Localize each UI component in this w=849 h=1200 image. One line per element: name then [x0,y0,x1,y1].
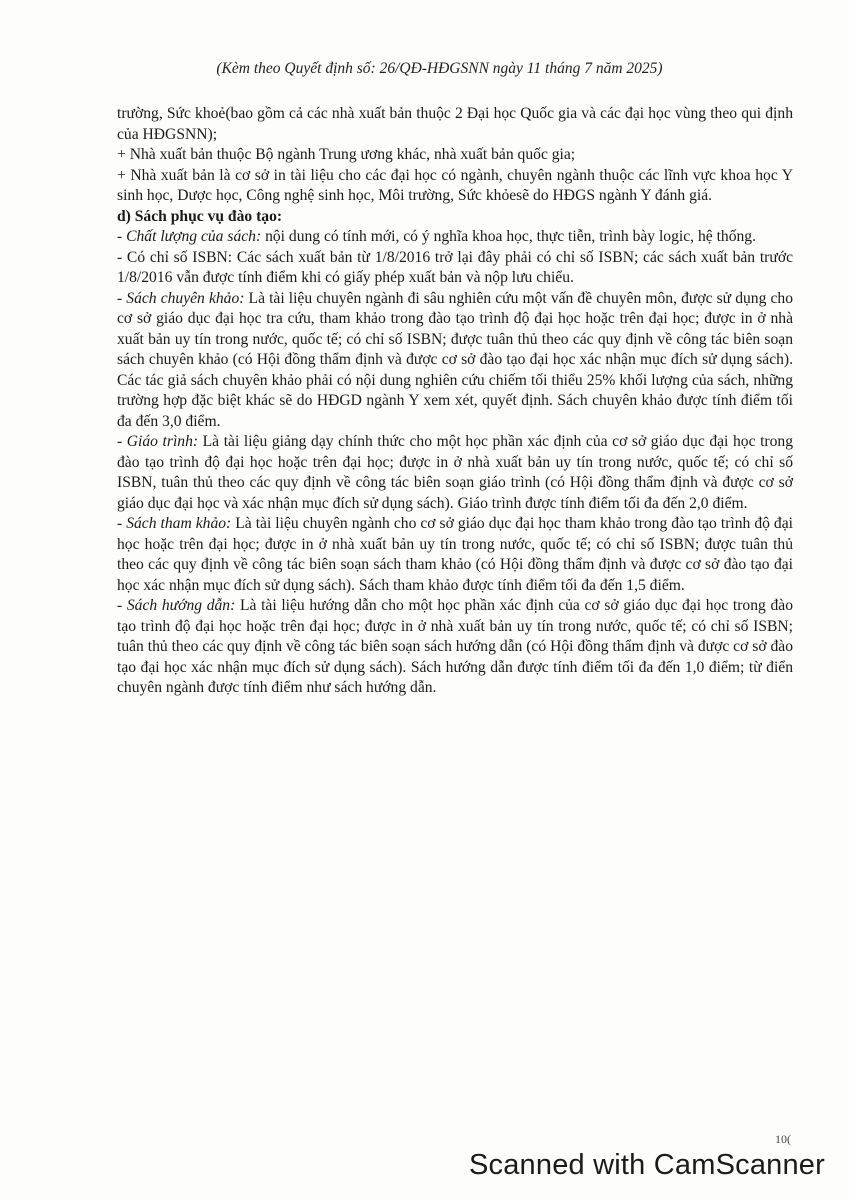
textbook-text: Là tài liệu giảng dạy chính thức cho một học phần xác định của cơ sở giáo dục đại học trong đào tạo trình độ đại học hoặc trên đại học; được in ở nhà xuất bản uy tín trong nước, quốc tế; có chỉ số ISBN, tuân thủ theo các quy định về công tác biên soạn giáo trình (có Hội đồng thẩm định và được cơ sở giáo dục đại học và xác nhận mục đích sử dụng sách). Giáo trình được tính điểm tối đa đến 2,0 điểm. [117,433,793,512]
guide-book-text: Là tài liệu hướng dẫn cho một học phần xác định của cơ sở giáo dục đại học trong đào tạo trình độ đại học hoặc trên đại học; được in ở nhà xuất bản uy tín trong nước, quốc tế; có chỉ số ISBN; tuân thủ theo các quy định về công tác biên soạn sách hướng dẫn (có Hội đồng thẩm định và được cơ sở đào tạo đại học xác nhận mục đích sử dụng sách). Sách hướng dẫn được tính điểm tối đa đến 1,0 điểm; từ điển chuyên ngành được tính điểm như sách hướng dẫn. [117,597,793,696]
book-quality-text: nội dung có tính mới, có ý nghĩa khoa học, thực tiễn, trình bày logic, hệ thống. [261,228,756,245]
reference-book-text: Là tài liệu chuyên ngành cho cơ sở giáo dục đại học tham khảo trong đào tạo trình độ đại học hoặc trên đại học; được in ở nhà xuất bản uy tín trong nước, quốc tế; có chỉ số ISBN; được tuân thủ theo các quy định về công tác biên soạn sách tham khảo (có Hội đồng thẩm định và được cơ sở đào tạo đại học xác nhận mục đích sử dụng sách). Sách tham khảo được tính điểm tối đa đến 1,5 điểm. [117,515,793,594]
reference-book-term: - Sách tham khảo: [117,515,232,532]
guide-book-term: - Sách hướng dẫn: [117,597,236,614]
textbook-term: - Giáo trình: [117,433,199,450]
section-heading-training-books: d) Sách phục vụ đào tạo: [117,207,283,225]
monograph-text: Là tài liệu chuyên ngành đi sâu nghiên cứu một vấn đề chuyên môn, được sử dụng cho cơ sở giáo dục đại học tra cứu, tham khảo trong đào tạo trình độ đại học hoặc trên đại học; được in ở nhà xuất bản uy tín trong nước, quốc tế; có chỉ số ISBN; được tuân thủ theo các quy định về công tác biên soạn sách chuyên khảo (có Hội đồng thẩm định và được cơ sở đào tạo đại học xác nhận mục đích sử dụng sách). Các tác giả sách chuyên khảo phải có nội dung nghiên cứu chiếm tối thiểu 25% khối lượng của sách, những trường hợp đặc biệt khác sẽ do HĐGD ngành Y xem xét, quyết định. Sách chuyên khảo được tính điểm tối đa đến 3,0 điểm. [117,289,793,430]
isbn-paragraph: - Có chỉ số ISBN: Các sách xuất bản từ 1/8/2016 trở lại đây phải có chỉ số ISBN; các sách xuất bản trước 1/8/2016 vẫn được tính điểm khi có giấy phép xuất bản và nộp lưu chiểu. [117,248,793,286]
book-quality-term: - Chất lượng của sách: [117,228,262,245]
publisher-item-ministry [117,145,793,166]
publisher-item-printing-base: + Nhà xuất bản là cơ sở in tài liệu cho các đại học có ngành, chuyên ngành thuộc các lĩnh vực khoa học Y sinh học, Dược học, Công nghệ sinh học, Môi trường, Sức khỏesẽ do HĐGS ngành Y đánh giá. [117,166,793,204]
publisher-list-continuation: trường, Sức khoẻ(bao gồm cả các nhà xuất bản thuộc 2 Đại học Quốc gia và các đại học vùng theo qui định của HĐGSNN); [117,105,793,143]
camscanner-watermark: Scanned with CamScanner [468,1149,825,1181]
publisher-item-ministry-text: + Nhà xuất bản thuộc Bộ ngành Trung ương khác, nhà xuất bản quốc gia; [117,146,576,163]
decision-reference-header: (Kèm theo Quyết định số: 26/QĐ-HĐGSNN ngày 11 tháng 7 năm 2025) [216,60,663,77]
page-number: 10( [775,1132,791,1146]
monograph-paragraph [117,289,793,433]
textbook-paragraph [117,432,793,514]
document-body [117,104,793,699]
monograph-term: - Sách chuyên khảo: [117,289,245,307]
book-quality-paragraph [117,227,793,248]
reference-book-paragraph [117,514,793,596]
guide-book-paragraph [117,596,793,699]
